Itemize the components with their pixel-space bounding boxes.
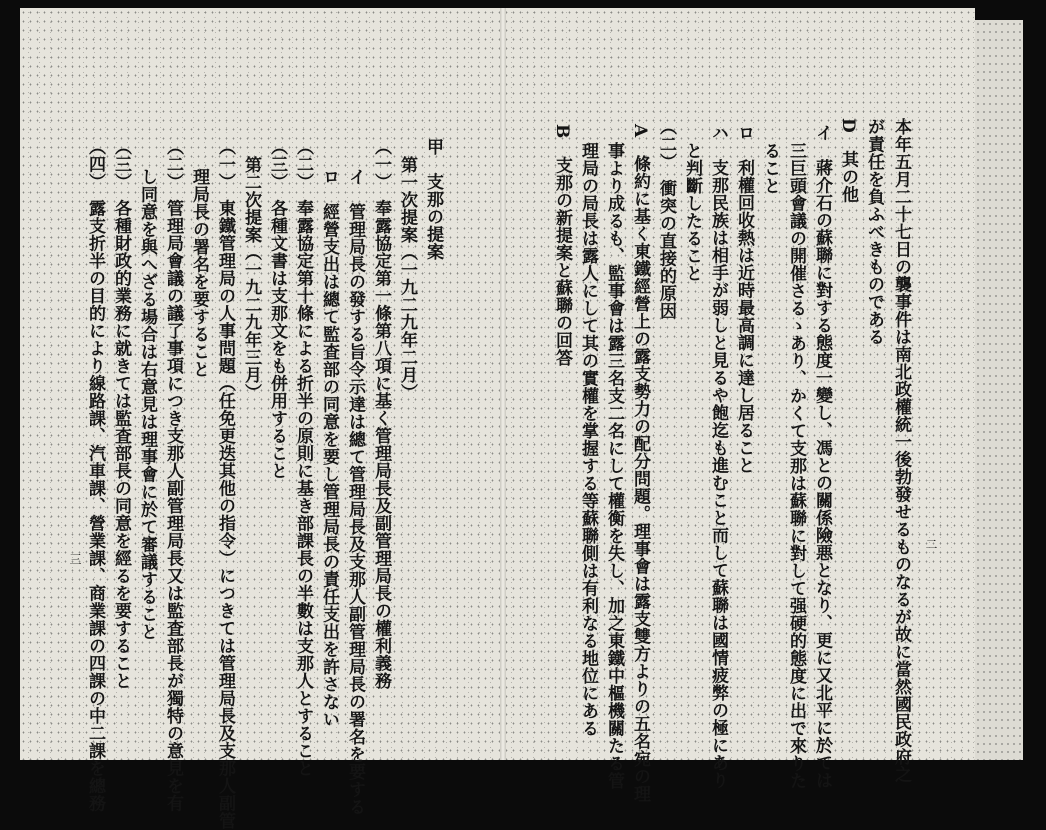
text-line: 第一次提案（一九二九年二月）: [397, 156, 417, 401]
text-line: ること: [760, 142, 780, 195]
page-left: [20, 8, 503, 830]
text-line: ロ 經營支出は總て監査部の同意を要し管理局長の責任支出を許さない: [319, 168, 339, 728]
scan-edge-strip: [975, 20, 1023, 760]
text-line: （二） 管理局會議の議了事項につき支那人副管理局長又は監査部長が獨特の意見を有: [163, 138, 183, 812]
page-right: [503, 8, 975, 803]
text-line: 本年五月二十七日の襲事件は南北政權統一後勃發せるものなるが故に當然國民政府之: [891, 118, 911, 783]
page-number: 三: [68, 553, 82, 566]
text-line: D 其の他: [838, 118, 858, 204]
book-gutter: [500, 8, 506, 760]
text-line: 三巨頭會議の開催さるゝあり、かくて支那は蘇聯に對して强硬的態度に出で來りた: [786, 142, 806, 790]
text-line: ロ 利權回收熱は近時最高調に達し居ること: [734, 124, 754, 474]
text-line: （一） 東鐵管理局の人事問題（任免更迭其他の指令）につきては管理局長及支那人副管: [215, 138, 235, 830]
text-line: （三） 各種財政的業務に就きては監査部長の同意を經るを要すること: [111, 138, 131, 690]
text-line: （三） 各種文書は支那文をも併用すること: [267, 138, 287, 480]
text-line: し同意を與へざる場合は右意見は理事會に於て審議すること: [137, 168, 157, 641]
text-line: 理局の局長は露人にして其の實權を掌握する等蘇聯側は有利なる地位にある: [578, 142, 598, 737]
text-line: （二） 奉露協定第十條による折半の原則に基き部課長の半數は支那人とすること: [293, 138, 313, 777]
page-heading: 甲 支那の提案: [423, 138, 443, 261]
text-line: 事より成るも、監事會は露三名支二名にして權衡を失し、加之東鐵中樞機關たる管: [604, 142, 624, 790]
text-line: B 支那の新提案と蘇聯の回答: [552, 124, 572, 367]
text-line: ハ 支那民族は相手が弱しと見るや飽迄も進むこと而して蘇聯は國情疲弊の極にあり: [708, 124, 728, 789]
text-line: が責任を負ふべきものである: [864, 118, 884, 346]
text-line: （四） 露支折半の目的により線路課、汽車課、營業課、商業課の四課の中二課を總務: [85, 138, 105, 812]
text-line: （一） 奉露協定第一條第八項に基く管理局長及副管理局長の權利義務: [371, 138, 391, 690]
text-line: A 條約に基く東鐵經營上の露支勢力の配分問題。理事會は露支雙方よりの五名宛の理: [630, 124, 650, 803]
section-heading: （二） 衝突の直接的原因: [656, 118, 676, 320]
text-line: イ 管理局長の發する旨令示達は總て管理局長及支那人副管理局長の署名を要する: [345, 168, 365, 816]
text-line: と判斷したること: [682, 142, 702, 282]
text-line: 第二次提案（一九二九年三月）: [241, 156, 261, 401]
text-line: イ 蔣介石の蘇聯に對する態度一變し、馮との關係險悪となり、更に又北平に於ては: [812, 124, 832, 789]
page-number: 二: [924, 538, 938, 551]
text-line: 理局長の署名を要すること: [189, 168, 209, 378]
